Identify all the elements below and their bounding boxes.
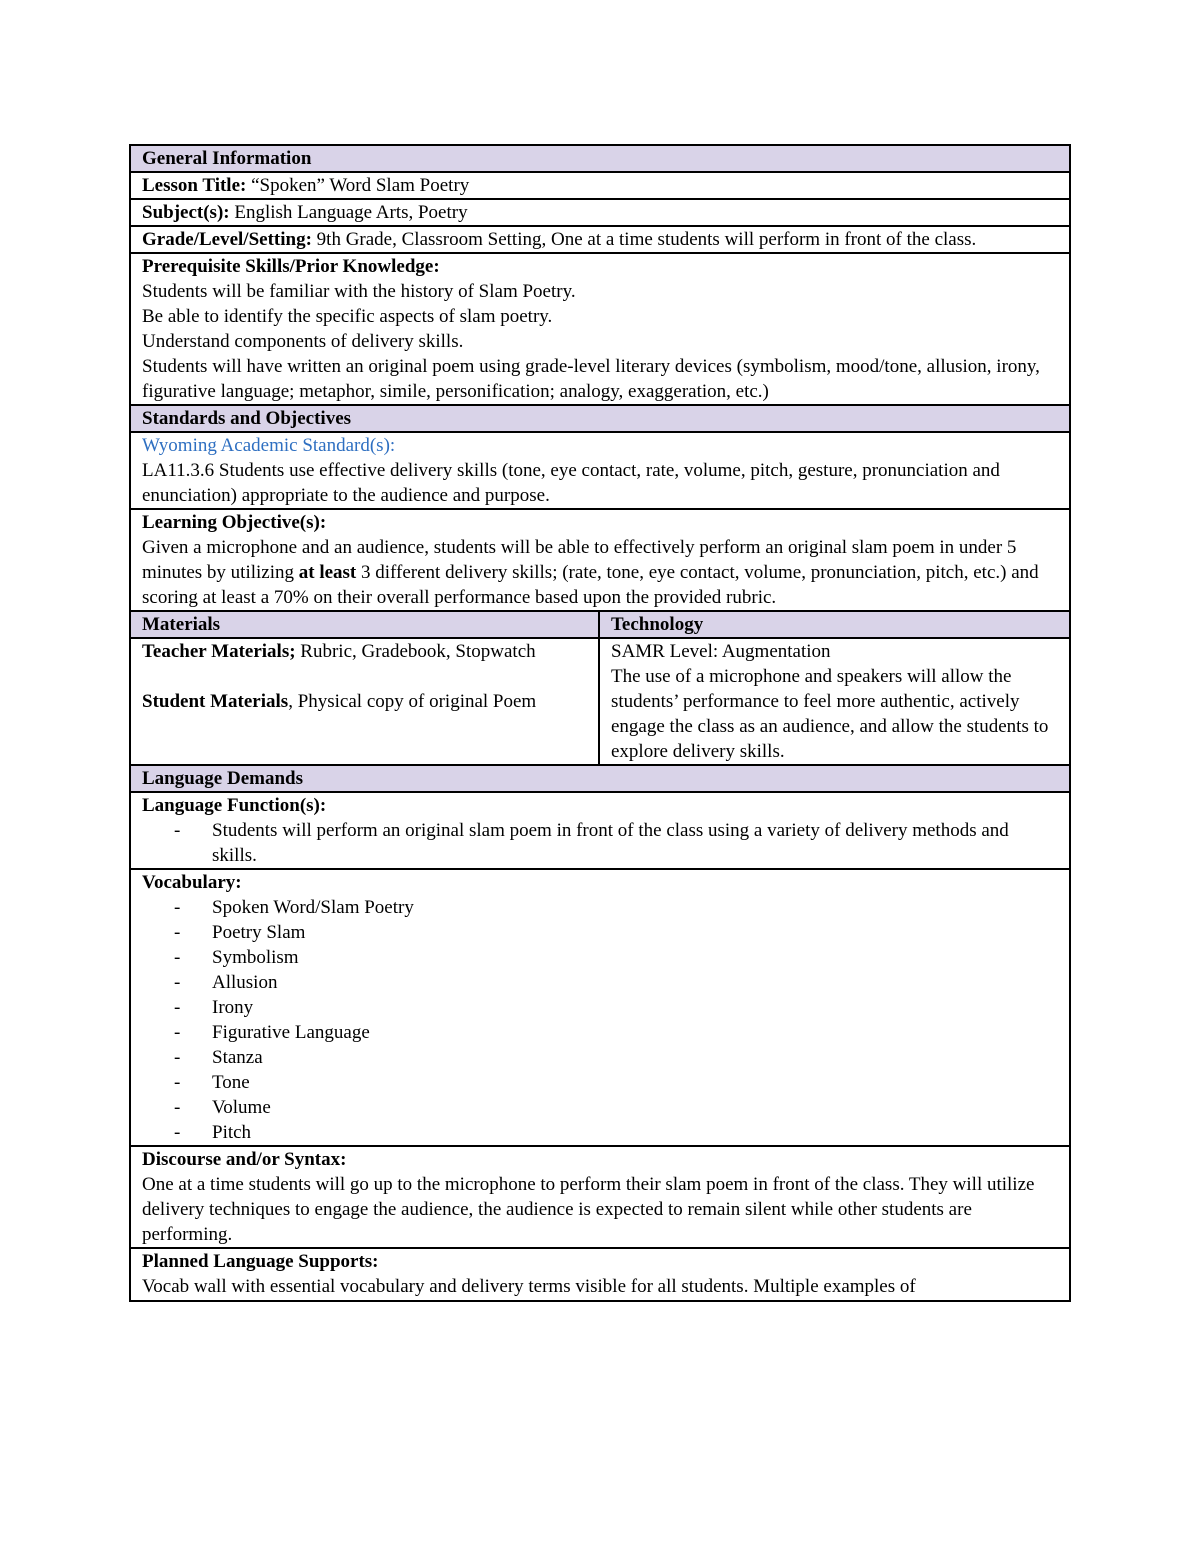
language-function-list xyxy=(142,818,1058,868)
student-materials-label: Student Materials xyxy=(142,691,289,712)
vocabulary-list xyxy=(142,895,1058,1145)
section-materials-technology xyxy=(130,611,1070,638)
discourse-label: Discourse and/or Syntax: xyxy=(142,1149,347,1170)
section-heading-materials: Materials xyxy=(130,611,599,638)
subjects-value: English Language Arts, Poetry xyxy=(229,202,468,223)
vocabulary-label: Vocabulary: xyxy=(142,872,242,893)
lesson-plan-page xyxy=(129,144,1069,1302)
wyoming-standard-label: Wyoming Academic Standard(s): xyxy=(142,435,396,456)
row-materials-technology xyxy=(130,638,1070,765)
list-item: - Allusion xyxy=(174,970,1058,995)
section-general-information xyxy=(130,145,1070,172)
list-item: - Figurative Language xyxy=(174,1020,1058,1045)
supports-text: Vocab wall with essential vocabulary and delivery terms visible for all students. Multiple examples of xyxy=(142,1276,916,1297)
row-planned-language-supports xyxy=(130,1248,1070,1301)
grade-value: 9th Grade, Classroom Setting, One at a time students will perform in front of the class. xyxy=(311,229,977,250)
subjects-label: Subject(s): xyxy=(142,202,230,223)
list-item: - Spoken Word/Slam Poetry xyxy=(174,895,1058,920)
lesson-title-value: “Spoken” Word Slam Poetry xyxy=(246,175,470,196)
samr-level: SAMR Level: Augmentation xyxy=(611,641,831,662)
section-language-demands xyxy=(130,765,1070,792)
student-materials xyxy=(142,689,587,714)
list-item: - Volume xyxy=(174,1095,1058,1120)
prereq-line: Be able to identify the specific aspects of slam poetry. xyxy=(142,306,553,327)
row-grade-level-setting xyxy=(130,226,1070,253)
lesson-title-label: Lesson Title: xyxy=(142,175,247,196)
row-vocabulary xyxy=(130,869,1070,1146)
row-learning-objectives xyxy=(130,509,1070,611)
materials-cell xyxy=(130,638,599,765)
section-heading: Standards and Objectives xyxy=(130,405,1070,432)
discourse-text: One at a time students will go up to the microphone to perform their slam poem in front of the class. They will utilize delivery techniques to engage the audience, the audience is expected to remain silent while other students are performing. xyxy=(142,1174,1035,1245)
lesson-plan-table xyxy=(129,144,1071,1302)
list-item: - Pitch xyxy=(174,1120,1058,1145)
row-prerequisite-skills xyxy=(130,253,1070,405)
teacher-materials xyxy=(142,639,587,664)
list-item: - Stanza xyxy=(174,1045,1058,1070)
prereq-line: Understand components of delivery skills. xyxy=(142,331,464,352)
list-item: - Poetry Slam xyxy=(174,920,1058,945)
row-lesson-title xyxy=(130,172,1070,199)
list-item: - Tone xyxy=(174,1070,1058,1095)
row-subjects xyxy=(130,199,1070,226)
objective-emphasis: at least xyxy=(298,562,357,583)
supports-label: Planned Language Supports: xyxy=(142,1251,379,1272)
prereq-line: Students will have written an original poem using grade-level literary devices (symbolism, mood/tone, allusion, irony, figurative language; metaphor, simile, personification; analogy, exaggeration, etc.) xyxy=(142,356,1040,402)
technology-text: The use of a microphone and speakers will allow the students’ performance to feel more authentic, actively engage the class as an audience, and allow the students to explore delivery skills. xyxy=(611,666,1049,762)
section-standards-objectives xyxy=(130,405,1070,432)
grade-label: Grade/Level/Setting: xyxy=(142,229,312,250)
wyoming-standard-text: LA11.3.6 Students use effective delivery skills (tone, eye contact, rate, volume, pitch, gesture, pronunciation and enunciation) appropriate to the audience and purpose. xyxy=(142,460,1000,506)
technology-cell xyxy=(599,638,1070,765)
prereq-line: Students will be familiar with the history of Slam Poetry. xyxy=(142,281,576,302)
row-language-functions xyxy=(130,792,1070,869)
objective-text-part: 3 different delivery skills; (rate, tone, eye contact, volume, pronunciation, pitch, etc.) and scoring at least a 70% on their overall performance based upon the provided rubric. xyxy=(142,562,1039,608)
teacher-materials-label: Teacher Materials; xyxy=(142,641,296,662)
language-function-label: Language Function(s): xyxy=(142,795,327,816)
list-item: - Students will perform an original slam poem in front of the class using a variety of delivery methods and skills. xyxy=(174,818,1058,868)
row-discourse-syntax xyxy=(130,1146,1070,1248)
objective-text-part: Given a microphone and an audience, students will be able to effectively perform an original slam poem in under 5 minutes by utilizing xyxy=(142,537,1017,583)
spacer xyxy=(142,664,587,689)
list-item: - Symbolism xyxy=(174,945,1058,970)
learning-objective-label: Learning Objective(s): xyxy=(142,512,327,533)
teacher-materials-value: Rubric, Gradebook, Stopwatch xyxy=(295,641,536,662)
section-heading: General Information xyxy=(130,145,1070,172)
learning-objective-text xyxy=(142,535,1058,610)
list-item: - Irony xyxy=(174,995,1058,1020)
row-wyoming-standards xyxy=(130,432,1070,509)
student-materials-value: , Physical copy of original Poem xyxy=(288,691,537,712)
prereq-label: Prerequisite Skills/Prior Knowledge: xyxy=(142,256,440,277)
section-heading: Language Demands xyxy=(130,765,1070,792)
section-heading-technology: Technology xyxy=(599,611,1070,638)
